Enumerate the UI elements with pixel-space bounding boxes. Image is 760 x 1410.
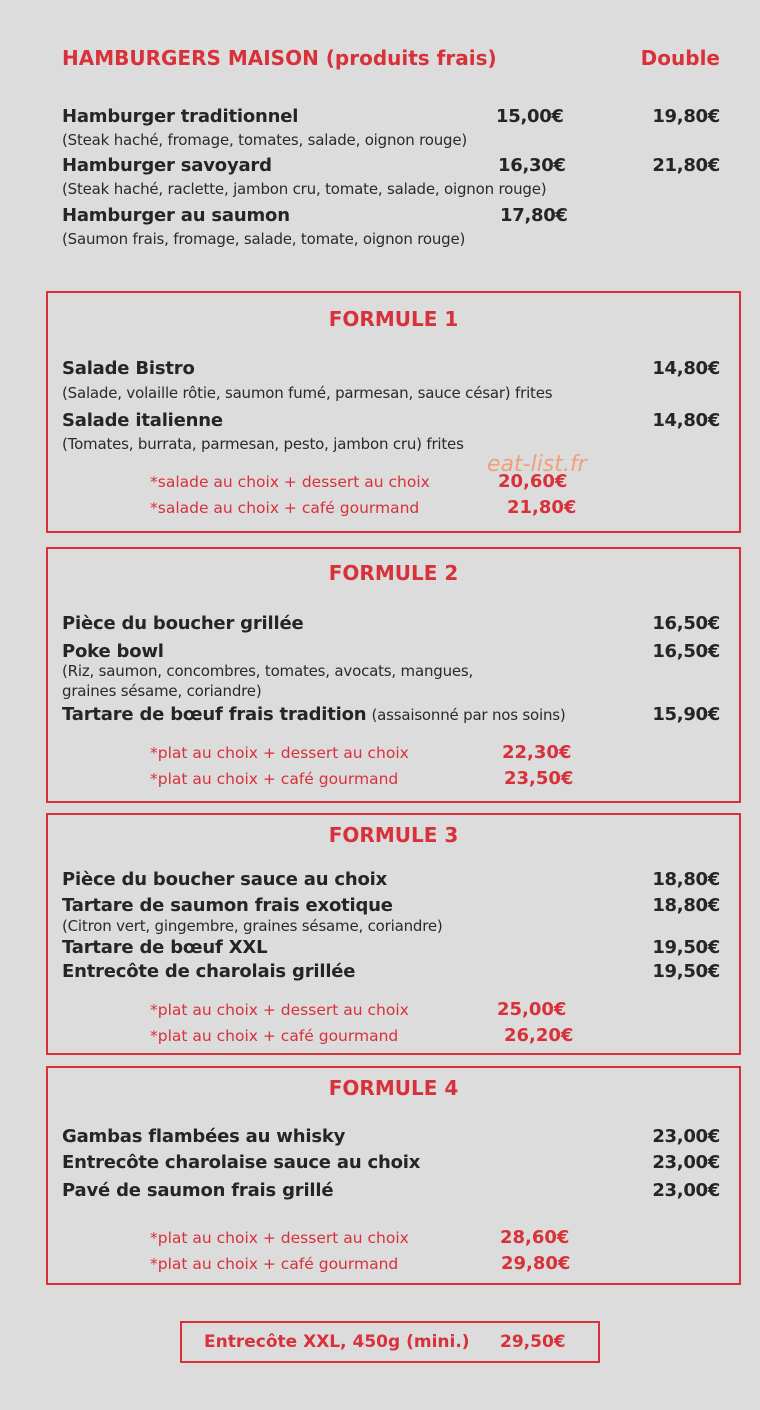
hamburger-saumon-desc: (Saumon frais, fromage, salade, tomate, oignon rouge) (62, 230, 466, 248)
hamburgers-title: HAMBURGERS MAISON (produits frais) (62, 46, 497, 70)
formule4-combo-cafe: *plat au choix + café gourmand (150, 1255, 399, 1273)
hamburger-saumon-name: Hamburger au saumon (62, 205, 290, 226)
formule3-combo-cafe: *plat au choix + café gourmand (150, 1027, 399, 1045)
double-label: Double (640, 46, 720, 70)
formule4-combo-dessert-price: 28,60€ (500, 1227, 570, 1248)
tartare-boeuf-xxl-price: 19,50€ (652, 937, 720, 958)
hamburger-savoyard-double: 21,80€ (652, 155, 720, 176)
entrecote-charolais-price: 19,50€ (652, 961, 720, 982)
hamburger-traditionnel-desc: (Steak haché, fromage, tomates, salade, oignon rouge) (62, 131, 468, 149)
entrecote-charolais-name: Entrecôte de charolais grillée (62, 961, 356, 982)
poke-bowl-desc-2: graines sésame, coriandre) (62, 682, 262, 700)
salade-italienne-desc: (Tomates, burrata, parmesan, pesto, jambon cru) frites (62, 435, 464, 453)
poke-bowl-name: Poke bowl (62, 641, 164, 662)
piece-boucher-grillee-name: Pièce du boucher grillée (62, 613, 304, 634)
xxl-label: Entrecôte XXL, 450g (mini.) (204, 1332, 470, 1352)
hamburger-traditionnel-name: Hamburger traditionnel (62, 106, 299, 127)
salade-italienne-price: 14,80€ (652, 410, 720, 431)
tartare-saumon-price: 18,80€ (652, 895, 720, 916)
formule2-combo-dessert-price: 22,30€ (502, 742, 572, 763)
formule4-box (46, 1066, 741, 1285)
poke-bowl-price: 16,50€ (652, 641, 720, 662)
piece-boucher-sauce-name: Pièce du boucher sauce au choix (62, 869, 388, 890)
hamburger-savoyard-desc: (Steak haché, raclette, jambon cru, tomate, salade, oignon rouge) (62, 180, 547, 198)
tartare-saumon-desc: (Citron vert, gingembre, graines sésame, coriandre) (62, 917, 443, 935)
formule3-title: FORMULE 3 (328, 823, 459, 847)
formule1-combo-cafe-price: 21,80€ (507, 497, 577, 518)
formule1-combo-cafe: *salade au choix + café gourmand (150, 499, 420, 517)
formule2-combo-dessert: *plat au choix + dessert au choix (150, 744, 409, 762)
tartare-boeuf-tradition-price: 15,90€ (652, 704, 720, 725)
piece-boucher-grillee-price: 16,50€ (652, 613, 720, 634)
formule1-combo-dessert-price: 20,60€ (498, 471, 568, 492)
salade-bistro-name: Salade Bistro (62, 358, 195, 379)
hamburger-traditionnel-double: 19,80€ (652, 106, 720, 127)
gambas-name: Gambas flambées au whisky (62, 1126, 346, 1147)
formule4-combo-cafe-price: 29,80€ (501, 1253, 571, 1274)
tartare-boeuf-tradition-row (62, 704, 566, 725)
entrecote-charolaise-price: 23,00€ (652, 1152, 720, 1173)
pave-saumon-name: Pavé de saumon frais grillé (62, 1180, 334, 1201)
hamburger-traditionnel-price: 15,00€ (496, 106, 564, 127)
formule3-combo-dessert: *plat au choix + dessert au choix (150, 1001, 409, 1019)
formule3-combo-dessert-price: 25,00€ (497, 999, 567, 1020)
pave-saumon-price: 23,00€ (652, 1180, 720, 1201)
formule2-combo-cafe-price: 23,50€ (504, 768, 574, 789)
gambas-price: 23,00€ (652, 1126, 720, 1147)
tartare-boeuf-tradition-note: (assaisonné par nos soins) (371, 706, 566, 724)
formule1-combo-dessert: *salade au choix + dessert au choix (150, 473, 430, 491)
formule4-title: FORMULE 4 (328, 1076, 459, 1100)
formule2-combo-cafe: *plat au choix + café gourmand (150, 770, 399, 788)
hamburger-savoyard-name: Hamburger savoyard (62, 155, 272, 176)
salade-italienne-name: Salade italienne (62, 410, 223, 431)
tartare-saumon-name: Tartare de saumon frais exotique (62, 895, 393, 916)
hamburger-savoyard-price: 16,30€ (498, 155, 566, 176)
tartare-boeuf-xxl-name: Tartare de bœuf XXL (62, 937, 268, 958)
formule1-title: FORMULE 1 (328, 307, 459, 331)
xxl-price: 29,50€ (500, 1332, 566, 1352)
tartare-boeuf-tradition-name: Tartare de bœuf frais tradition (62, 704, 367, 725)
hamburger-saumon-price: 17,80€ (500, 205, 568, 226)
formule4-combo-dessert: *plat au choix + dessert au choix (150, 1229, 409, 1247)
salade-bistro-price: 14,80€ (652, 358, 720, 379)
formule2-title: FORMULE 2 (328, 561, 459, 585)
formule3-combo-cafe-price: 26,20€ (504, 1025, 574, 1046)
entrecote-charolaise-name: Entrecôte charolaise sauce au choix (62, 1152, 421, 1173)
salade-bistro-desc: (Salade, volaille rôtie, saumon fumé, parmesan, sauce césar) frites (62, 384, 553, 402)
piece-boucher-sauce-price: 18,80€ (652, 869, 720, 890)
poke-bowl-desc-1: (Riz, saumon, concombres, tomates, avocats, mangues, (62, 662, 474, 680)
watermark: eat-list.fr (487, 452, 587, 477)
